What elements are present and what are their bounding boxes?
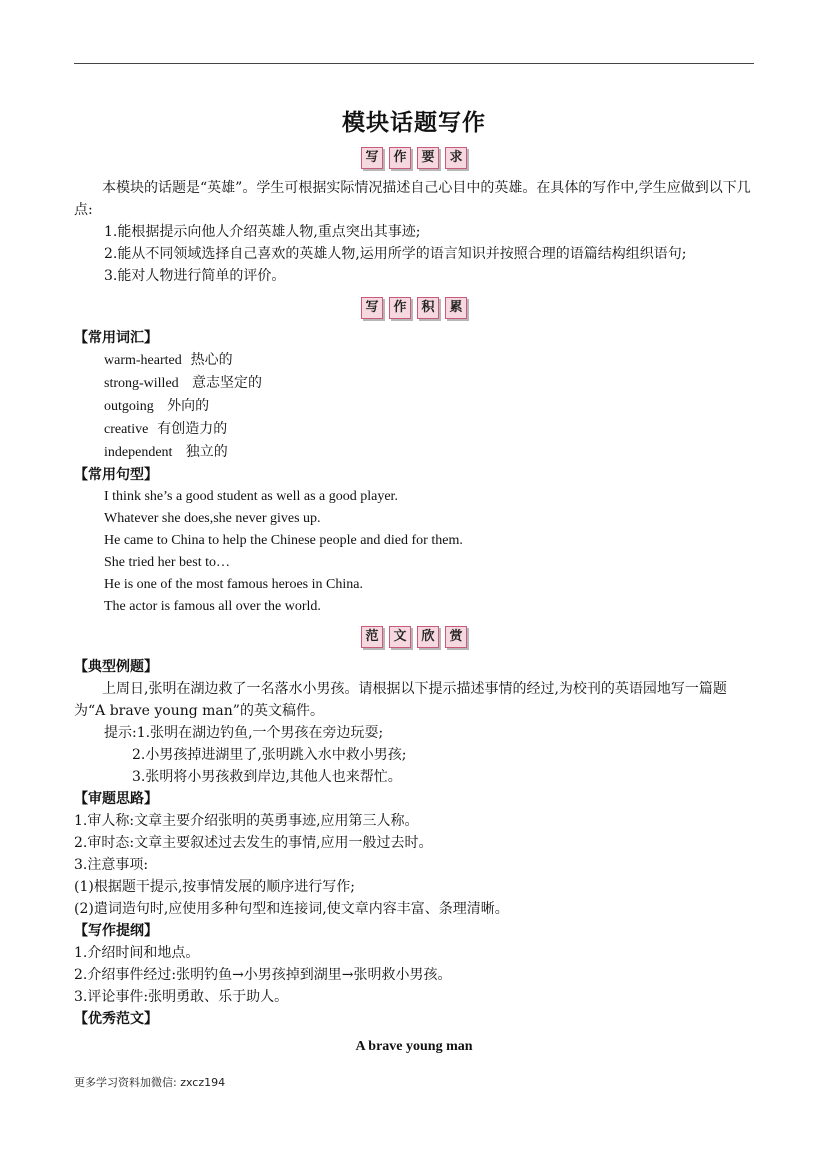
sentence-item: Whatever she does,she never gives up.	[104, 511, 321, 526]
section-char: 范	[361, 626, 383, 648]
section-char: 作	[389, 147, 411, 169]
requirement-item: 2.能从不同领域选择自己喜欢的英雄人物,运用所学的语言知识并按照合理的语篇结构组织语句;	[104, 246, 687, 262]
outline-item: 1.介绍时间和地点。	[74, 945, 200, 961]
vocab-header: 【常用词汇】	[74, 330, 158, 346]
section-char: 写	[361, 297, 383, 319]
analysis-item: 2.审时态:文章主要叙述过去发生的事情,应用一般过去时。	[74, 835, 433, 851]
sentence-item: He is one of the most famous heroes in China.	[104, 577, 363, 592]
analysis-item: 1.审人称:文章主要介绍张明的英勇事迹,应用第三人称。	[74, 813, 419, 829]
section-appreciation	[74, 626, 754, 648]
hint-item: 3.张明将小男孩救到岸边,其他人也来帮忙。	[132, 769, 402, 785]
outline-item: 2.介绍事件经过:张明钓鱼→小男孩掉到湖里→张明救小男孩。	[74, 967, 452, 983]
vocab-en: outgoing	[104, 399, 154, 414]
section-char: 累	[445, 297, 467, 319]
section-char: 写	[361, 147, 383, 169]
outline-header: 【写作提纲】	[74, 923, 158, 939]
section-char: 欣	[417, 626, 439, 648]
section-char: 赏	[445, 626, 467, 648]
sentence-item: He came to China to help the Chinese people and died for them.	[104, 533, 463, 548]
vocab-item	[74, 395, 754, 418]
sentence-item: She tried her best to…	[104, 555, 230, 570]
section-requirements	[74, 147, 754, 169]
vocab-zh: 热心的	[190, 352, 233, 368]
section-char: 积	[417, 297, 439, 319]
section-char: 求	[445, 147, 467, 169]
vocab-item	[74, 441, 754, 464]
vocab-en: creative	[104, 422, 149, 437]
section-char: 要	[417, 147, 439, 169]
intro-paragraph: 本模块的话题是“英雄”。学生可根据实际情况描述自己心目中的英雄。在具体的写作中,学生应做到以下几点:	[74, 180, 751, 218]
vocab-en: independent	[104, 445, 173, 460]
analysis-item: (2)遣词造句时,应使用多种句型和连接词,使文章内容丰富、条理清晰。	[74, 901, 509, 917]
header-rule	[74, 63, 754, 64]
example-header: 【典型例题】	[74, 659, 158, 675]
section-accumulation	[74, 297, 754, 319]
sentence-item: I think she’s a good student as well as a good player.	[104, 489, 398, 504]
analysis-header: 【审题思路】	[74, 791, 158, 807]
section-char: 作	[389, 297, 411, 319]
requirement-item: 1.能根据提示向他人介绍英雄人物,重点突出其事迹;	[104, 224, 421, 240]
sample-header: 【优秀范文】	[74, 1011, 158, 1027]
section-char: 文	[389, 626, 411, 648]
page-title: 模块话题写作	[342, 109, 486, 136]
sample-title: A brave young man	[355, 1039, 473, 1054]
vocab-item	[74, 418, 754, 441]
vocab-item	[74, 372, 754, 395]
sentence-item: The actor is famous all over the world.	[104, 599, 321, 614]
requirement-item: 3.能对人物进行简单的评价。	[104, 268, 286, 284]
sentences-header: 【常用句型】	[74, 467, 158, 483]
example-text: 上周日,张明在湖边救了一名落水小男孩。请根据以下提示描述事情的经过,为校刊的英语园地写一篇题为“A brave young man”的英文稿件。	[74, 681, 727, 719]
vocab-zh: 独立的	[185, 444, 228, 460]
vocab-item	[74, 349, 754, 372]
vocab-en: warm-hearted	[104, 353, 182, 368]
outline-item: 3.评论事件:张明勇敢、乐于助人。	[74, 989, 289, 1005]
vocab-zh: 有创造力的	[157, 421, 228, 437]
hint-item: 2.小男孩掉进湖里了,张明跳入水中救小男孩;	[132, 747, 407, 763]
vocab-en: strong-willed	[104, 376, 179, 391]
vocab-zh: 外向的	[167, 398, 210, 414]
document-body	[74, 105, 754, 1058]
analysis-item: (1)根据题干提示,按事情发展的顺序进行写作;	[74, 879, 355, 895]
footer-note: 更多学习资料加微信: zxcz194	[74, 1076, 226, 1089]
hint-item: 提示:1.张明在湖边钓鱼,一个男孩在旁边玩耍;	[104, 725, 384, 741]
vocab-zh: 意志坚定的	[192, 375, 263, 391]
analysis-item: 3.注意事项:	[74, 857, 149, 873]
